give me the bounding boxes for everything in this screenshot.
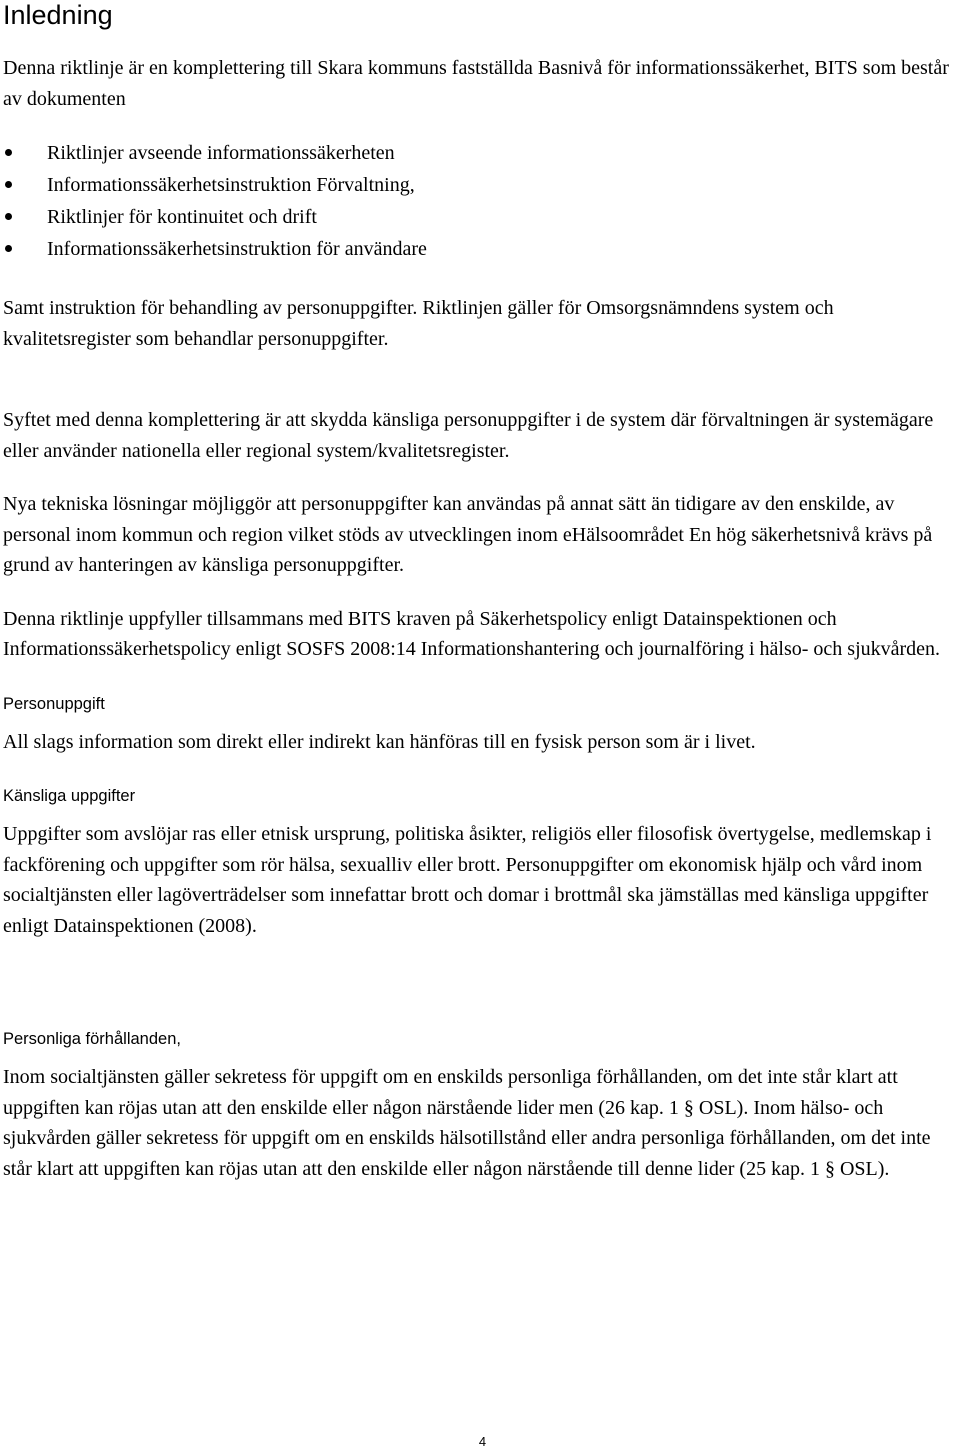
list-item: Informationssäkerhetsinstruktion för användare [3,233,958,265]
section-heading-personliga: Personliga förhållanden, [3,1030,181,1048]
bullet-icon [5,149,12,156]
list-item: Riktlinjer för kontinuitet och drift [3,201,958,233]
section-text-personuppgift: All slags information som direkt eller indirekt kan hänföras till en fysisk person som är i livet. [3,730,756,753]
document-list [3,137,958,265]
bullet-icon [5,213,12,220]
bullet-icon [5,245,12,252]
policy-paragraph: Denna riktlinje uppfyller tillsammans med BITS kraven på Säkerhetspolicy enligt Datainspektionen och Informationssäkerhetspolicy enligt SOSFS 2008:14 Informationshantering och journalföring i hälso- och sjukvården. [3,607,941,660]
page-number: 4 [478,1434,487,1449]
technology-paragraph: Nya tekniska lösningar möjliggör att personuppgifter kan användas på annat sätt än tidigare av den enskilde, av personal inom kommun och region vilket stöds av utvecklingen inom eHälsoområdet En hög säkerhetsnivå krävs på grund av hanteringen av känsliga personuppgifter. [3,493,933,576]
list-item: Riktlinjer avseende informationssäkerheten [3,137,958,169]
section-text-personliga: Inom socialtjänsten gäller sekretess för uppgift om en enskilds personliga förhållanden, om det inte står klart att uppgiften kan röjas utan att den enskilde eller någon närstående lider men (26 kap. 1 § OSL). Inom hälso- och sjukvården gäller sekretess för uppgift om en enskilds hälsotillstånd eller andra personliga förhållanden, om det inte står klart att uppgiften kan röjas utan att den enskilde eller någon närstående till denne lider (25 kap. 1 § OSL). [3,1066,931,1180]
section-heading-personuppgift: Personuppgift [3,694,105,713]
section-text-kansliga: Uppgifter som avslöjar ras eller etnisk ursprung, politiska åsikter, religiös eller filosofisk övertygelse, medlemskap i fackförening och uppgifter som rör hälsa, sexualliv eller brott. Personuppgifter om ekonomisk hjälp och vård inom socialtjänsten eller lagöverträdelser som innefattar brott och domar i brottmål ska jämställas med känsliga uppgifter enligt Datainspektionen (2008). [3,823,932,937]
scope-paragraph: Samt instruktion för behandling av personuppgifter. Riktlinjen gäller för Omsorgsnämndens system och kvalitetsregister som behandlar personuppgifter. [3,297,834,350]
page-title: Inledning [3,0,113,30]
bullet-icon [5,181,12,188]
purpose-paragraph: Syftet med denna komplettering är att skydda känsliga personuppgifter i de system där förvaltningen är systemägare eller använder nationella eller regional system/kvalitetsregister. [3,409,934,462]
document-page [3,0,958,1184]
section-heading-kansliga: Känsliga uppgifter [3,787,136,805]
list-item: Informationssäkerhetsinstruktion Förvaltning, [3,169,958,201]
intro-paragraph: Denna riktlinje är en komplettering till Skara kommuns fastställda Basnivå för informationssäkerhet, BITS som består av dokumenten [3,57,949,110]
